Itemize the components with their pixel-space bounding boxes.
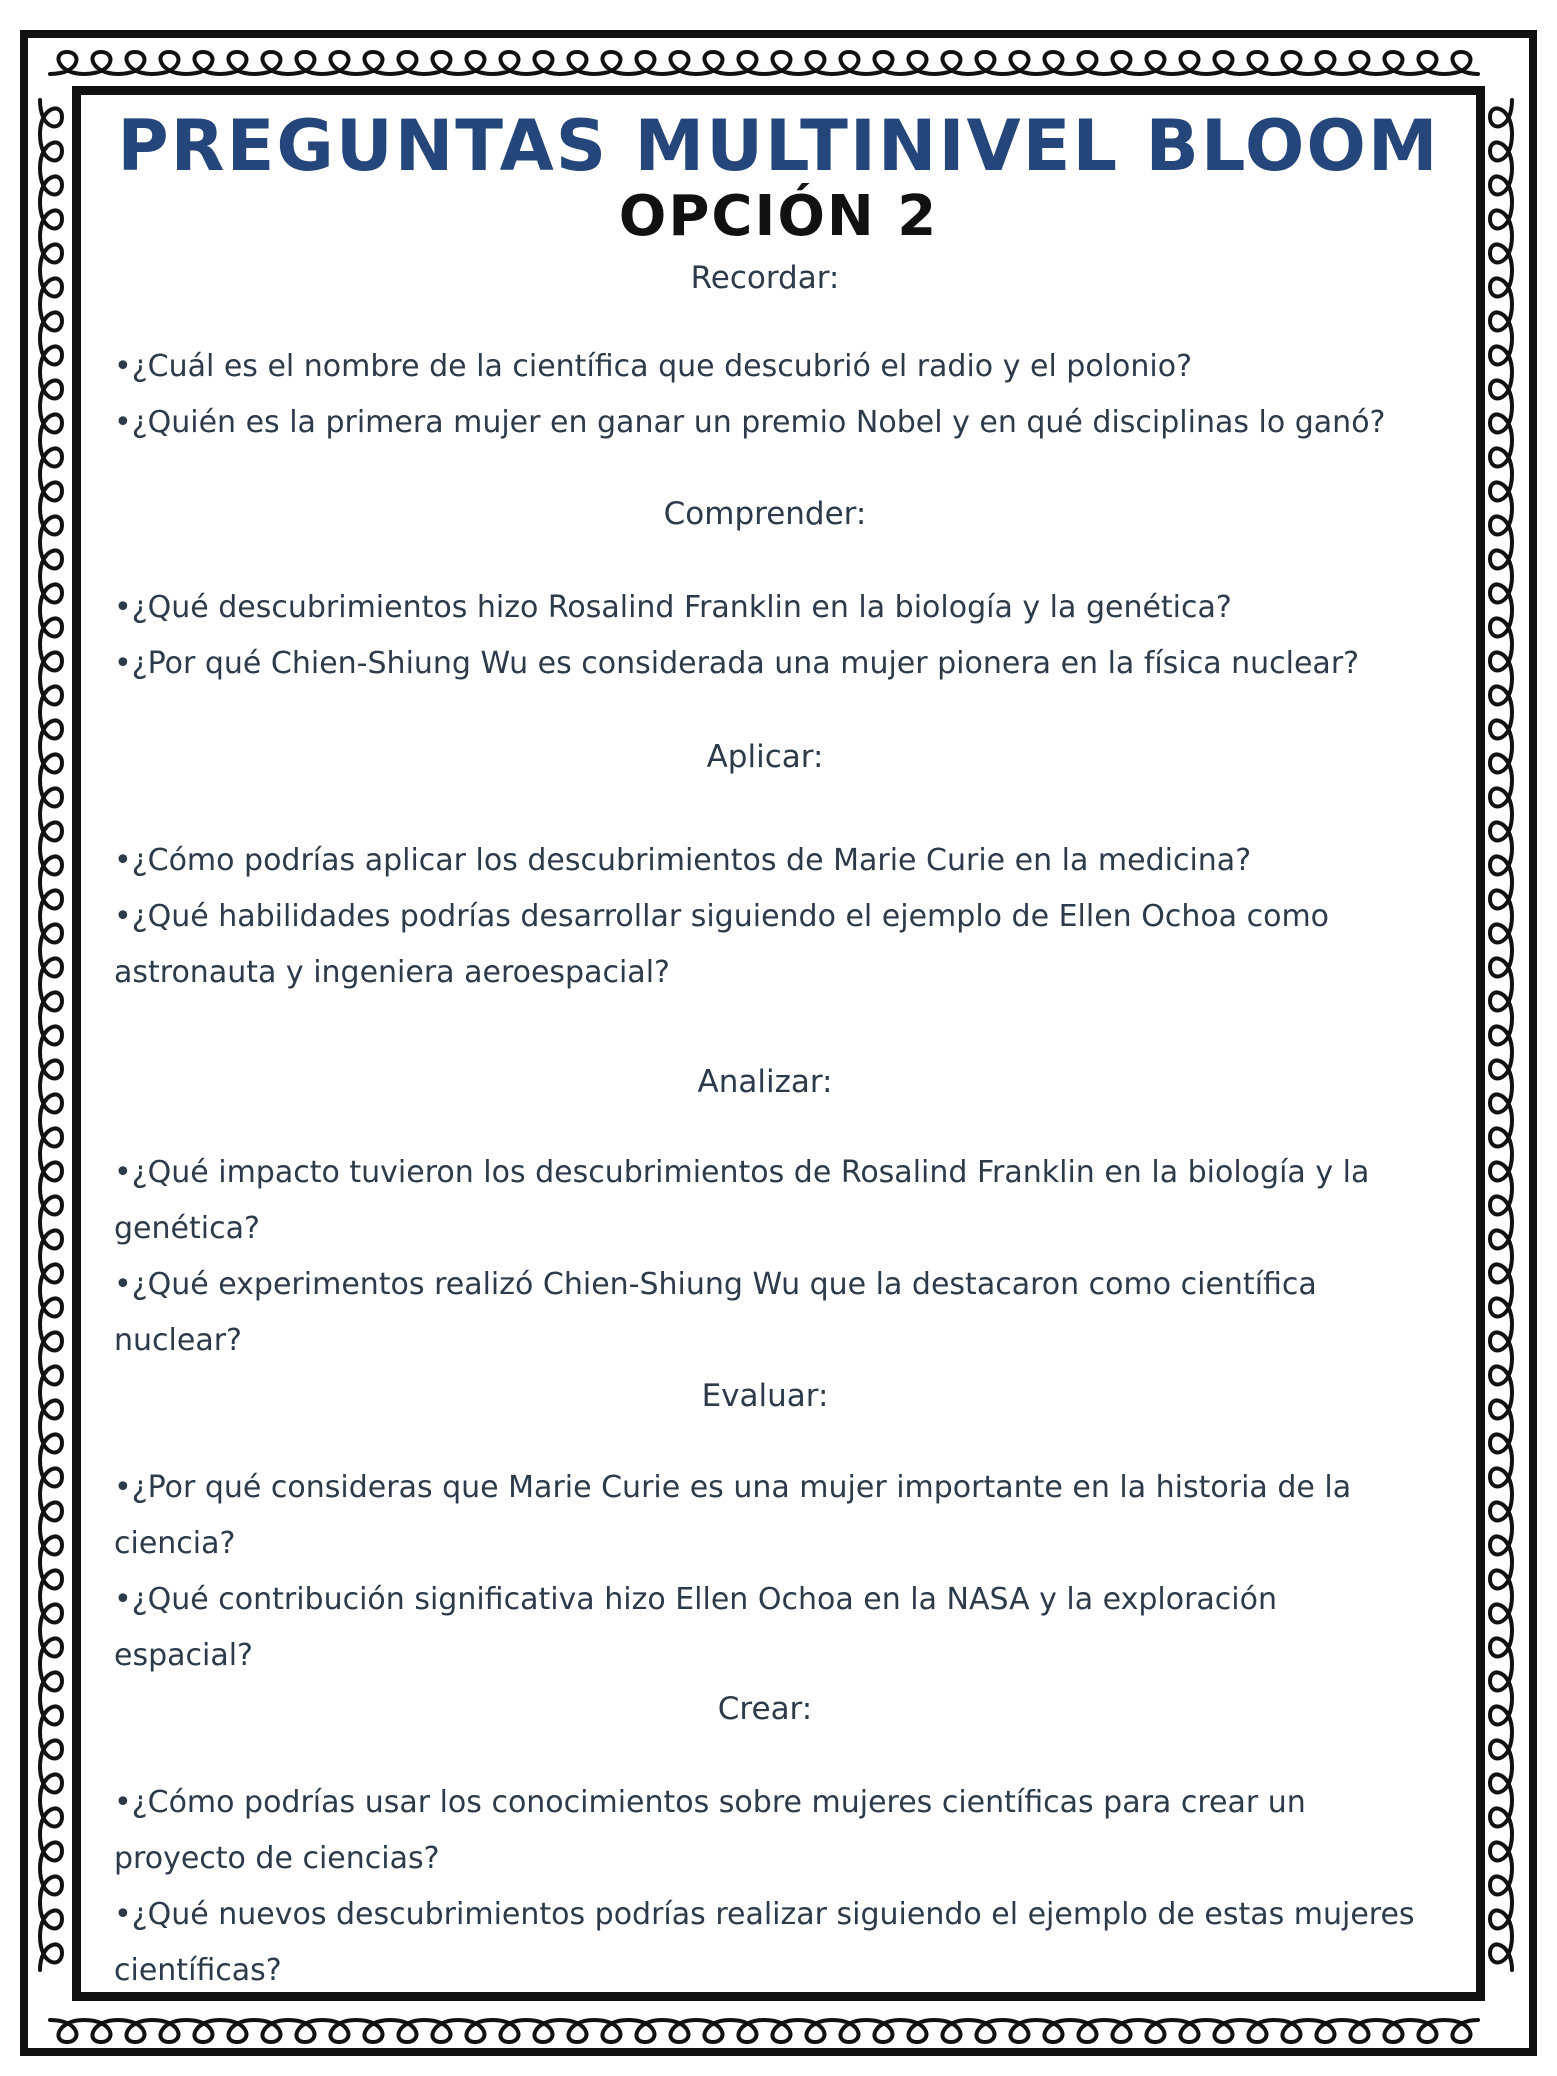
section-heading-evaluar: Evaluar: xyxy=(701,1378,829,1414)
question-line: genética? xyxy=(114,1211,260,1246)
question-line: •¿Cómo podrías aplicar los descubrimientos de Marie Curie en la medicina? xyxy=(114,843,1252,878)
question-line: •¿Cómo podrías usar los conocimientos sobre mujeres científicas para crear un xyxy=(114,1785,1306,1820)
question-line: espacial? xyxy=(114,1638,253,1673)
section-heading-aplicar: Aplicar: xyxy=(706,739,824,775)
page-title: PREGUNTAS MULTINIVEL BLOOM xyxy=(117,105,1440,187)
question-line: proyecto de ciencias? xyxy=(114,1841,440,1876)
question-line: •¿Cuál es el nombre de la científica que descubrió el radio y el polonio? xyxy=(114,349,1193,384)
question-line: nuclear? xyxy=(114,1323,242,1358)
question-line: astronauta y ingeniera aeroespacial? xyxy=(114,955,670,990)
question-line: •¿Qué impacto tuvieron los descubrimientos de Rosalind Franklin en la biología y la xyxy=(114,1155,1370,1190)
section-heading-crear: Crear: xyxy=(717,1691,813,1727)
section-heading-analizar: Analizar: xyxy=(697,1064,833,1100)
question-line: •¿Qué nuevos descubrimientos podrías realizar siguiendo el ejemplo de estas mujeres xyxy=(114,1897,1415,1932)
question-line: •¿Qué descubrimientos hizo Rosalind Franklin en la biología y la genética? xyxy=(114,590,1232,625)
question-line: •¿Qué habilidades podrías desarrollar siguiendo el ejemplo de Ellen Ochoa como xyxy=(114,899,1330,934)
question-line: ciencia? xyxy=(114,1526,236,1561)
page-subtitle: OPCIÓN 2 xyxy=(618,184,939,249)
question-line: científicas? xyxy=(114,1953,282,1988)
question-line: •¿Por qué consideras que Marie Curie es una mujer importante en la historia de la xyxy=(114,1470,1352,1505)
question-line: •¿Qué contribución significativa hizo Ellen Ochoa en la NASA y la exploración xyxy=(114,1582,1277,1617)
section-heading-comprender: Comprender: xyxy=(663,496,867,532)
section-heading-recordar: Recordar: xyxy=(690,260,840,296)
question-line: •¿Por qué Chien-Shiung Wu es considerada una mujer pionera en la física nuclear? xyxy=(114,646,1360,681)
question-line: •¿Quién es la primera mujer en ganar un premio Nobel y en qué disciplinas lo ganó? xyxy=(114,405,1386,440)
question-line: •¿Qué experimentos realizó Chien-Shiung Wu que la destacaron como científica xyxy=(114,1267,1317,1302)
